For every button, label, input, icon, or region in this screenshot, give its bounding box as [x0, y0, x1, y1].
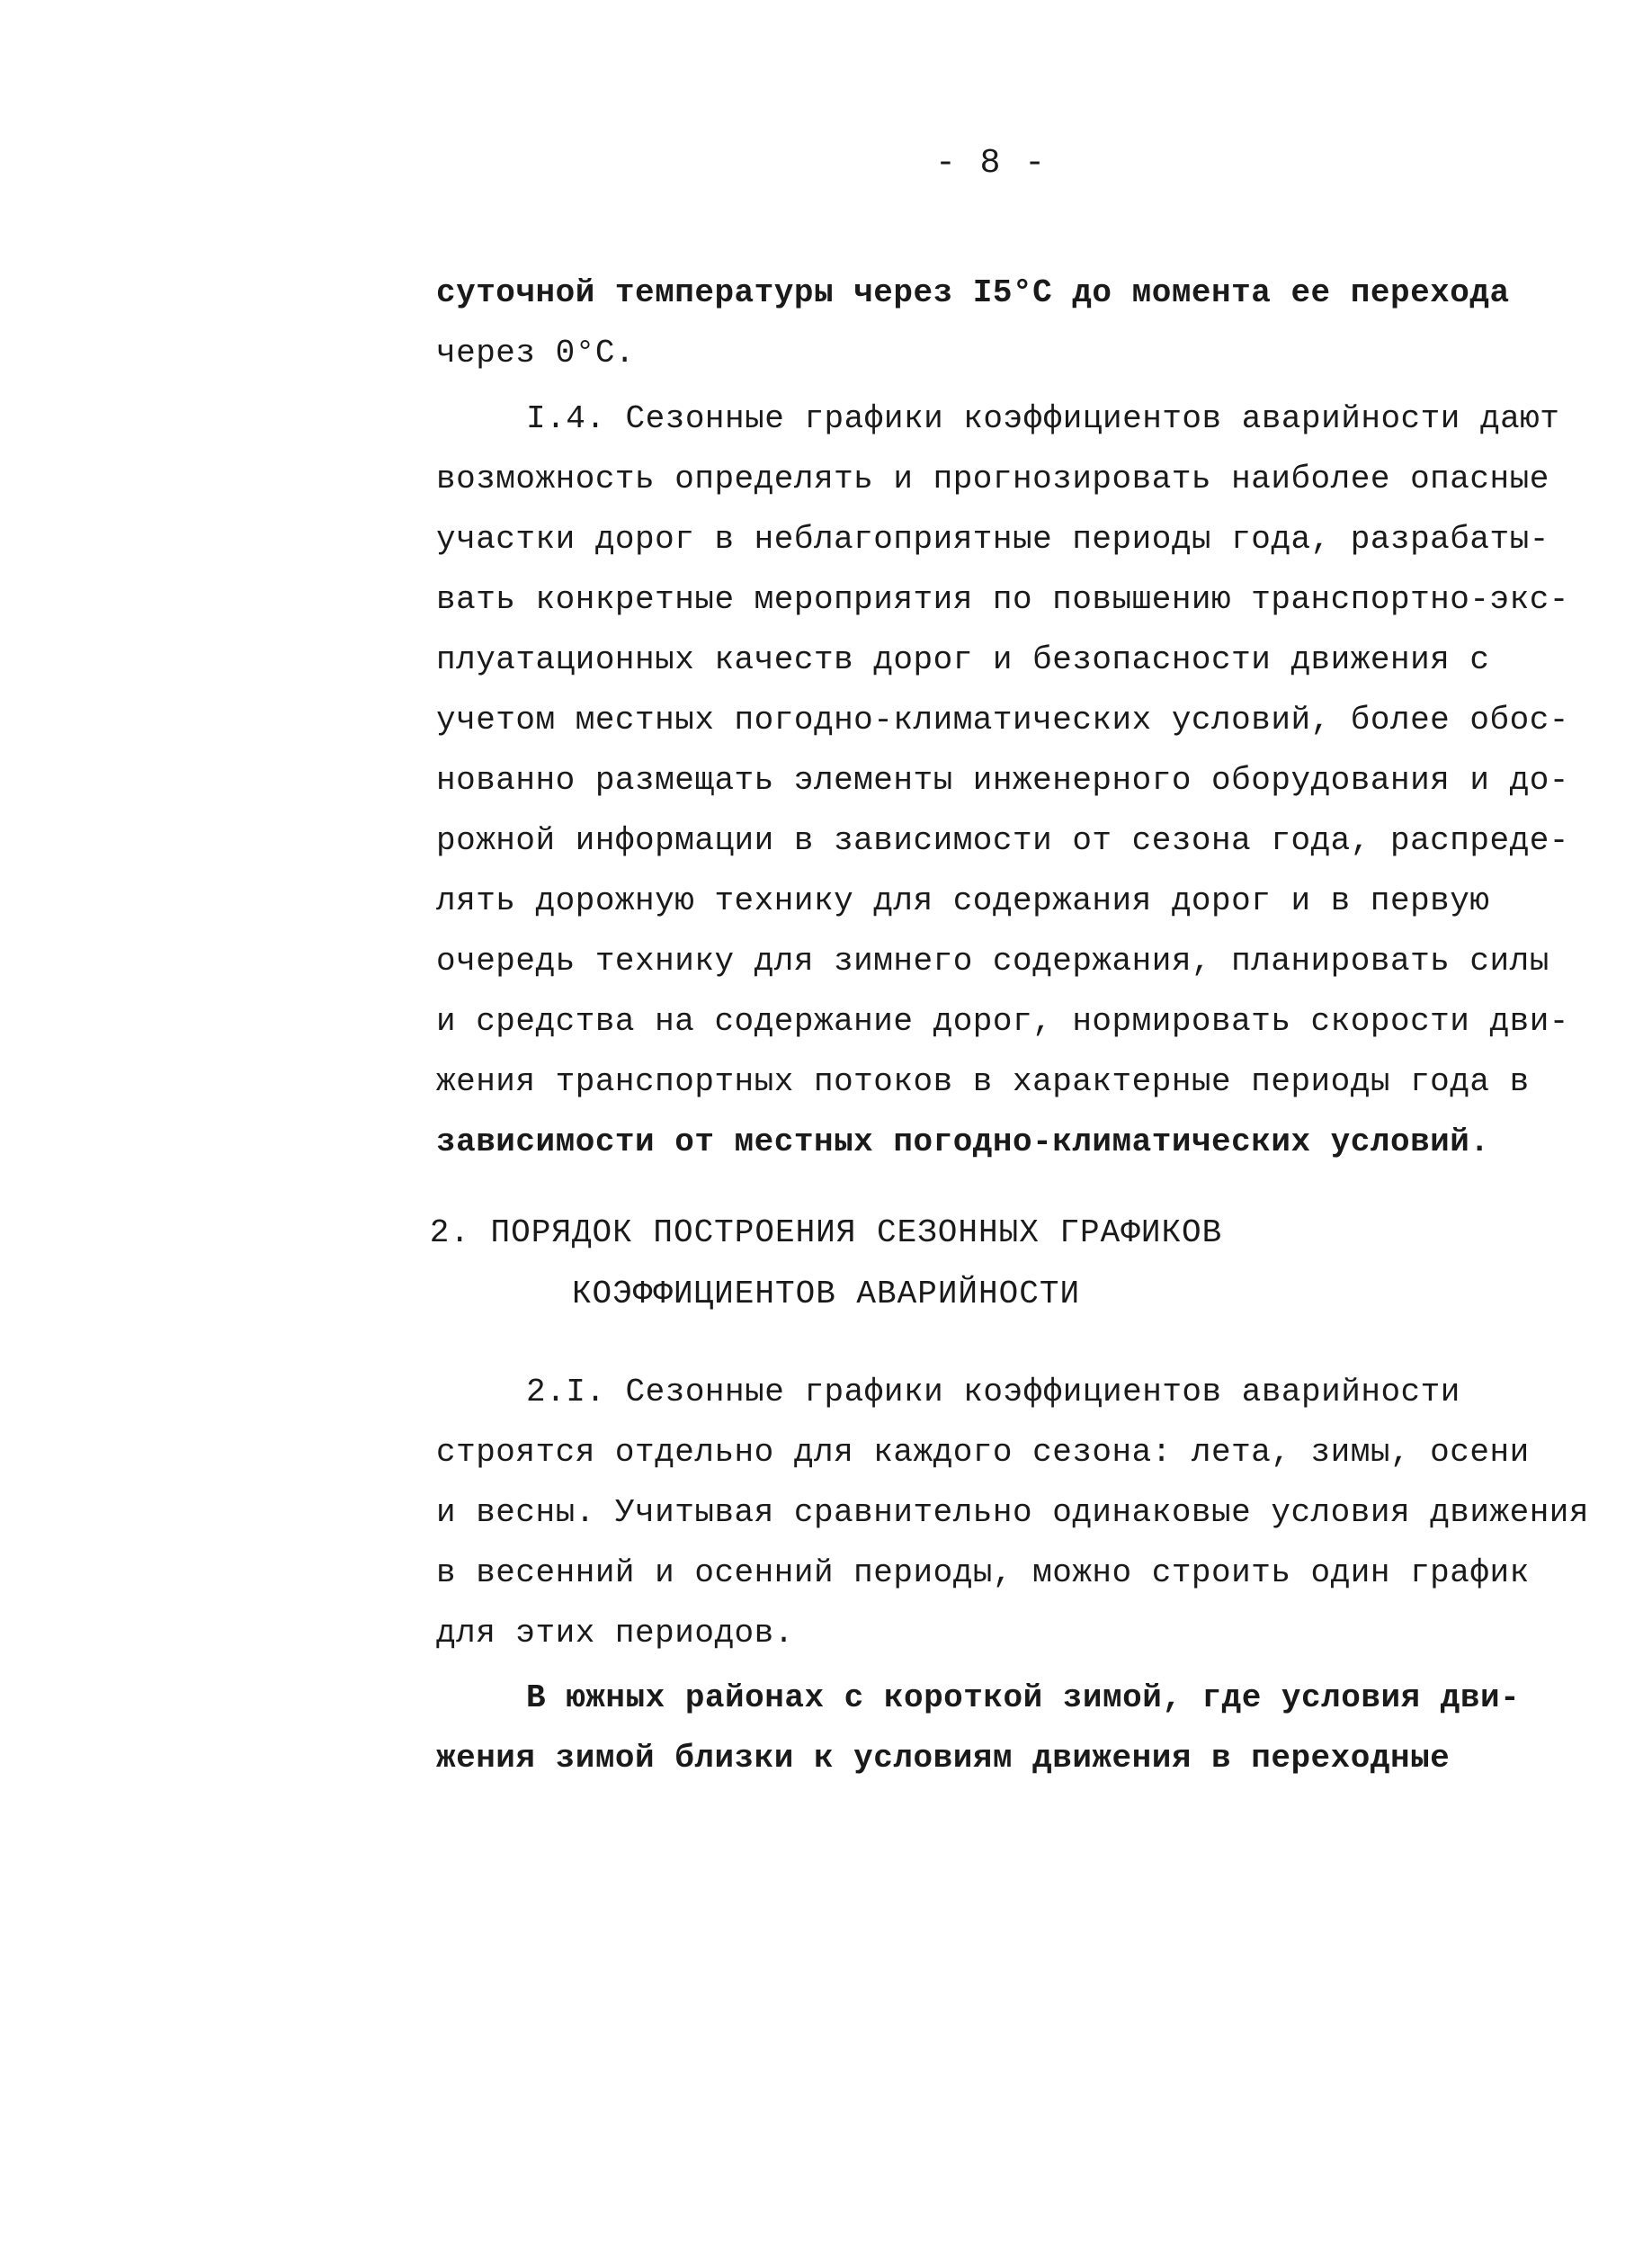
section-heading-line: 2. ПОРЯДОК ПОСТРОЕНИЯ СЕЗОННЫХ ГРАФИКОВ [429, 1214, 1223, 1251]
section-heading-line: КОЭФФИЦИЕНТОВ АВАРИЙНОСТИ [571, 1276, 1081, 1312]
paragraph-1-4-line: рожной информации в зависимости от сезона года, распреде- [436, 822, 1569, 859]
paragraph-2-1-line: для этих периодов. [436, 1615, 794, 1652]
paragraph-1-4-line: зависимости от местных погодно-климатических условий. [436, 1124, 1490, 1160]
text-line: через 0°C. [436, 335, 636, 372]
paragraph-1-4-line: лять дорожную технику для содержания дорог и в первую [436, 882, 1490, 919]
paragraph-1-4-line: нованно размещать элементы инженерного оборудования и до- [436, 762, 1569, 799]
page-number: - 8 - [935, 144, 1048, 183]
text-line: суточной температуры через I5°C до момента ее перехода [436, 274, 1510, 311]
paragraph-1-4-line: участки дорог в неблагоприятные периоды года, разрабаты- [436, 521, 1549, 558]
paragraph-south-line: жения зимой близки к условиям движения в переходные [436, 1740, 1451, 1777]
paragraph-1-4-line: очередь технику для зимнего содержания, планировать силы [436, 943, 1549, 980]
paragraph-2-1-line: в весенний и осенний периоды, можно строить один график [436, 1554, 1530, 1591]
paragraph-1-4-line: учетом местных погодно-климатических условий, более обос- [436, 702, 1569, 739]
paragraph-2-1-line: 2.I. Сезонные графики коэффициентов аварийности [526, 1374, 1460, 1410]
paragraph-1-4-line: возможность определять и прогнозировать наиболее опасные [436, 461, 1549, 497]
paragraph-1-4-line: и средства на содержание дорог, нормировать скорости дви- [436, 1003, 1569, 1040]
paragraph-2-1-line: и весны. Учитывая сравнительно одинаковые условия движения [436, 1494, 1590, 1531]
paragraph-1-4-line: I.4. Сезонные графики коэффициентов аварийности дают [526, 400, 1560, 437]
paragraph-south-line: В южных районах с короткой зимой, где условия дви- [526, 1679, 1521, 1716]
paragraph-1-4-line: вать конкретные мероприятия по повышению транспортно-экс- [436, 581, 1569, 618]
paragraph-1-4-line: жения транспортных потоков в характерные периоды года в [436, 1063, 1530, 1100]
paragraph-1-4-line: плуатационных качеств дорог и безопасности движения с [436, 641, 1490, 678]
paragraph-2-1-line: строятся отдельно для каждого сезона: лета, зимы, осени [436, 1434, 1530, 1471]
